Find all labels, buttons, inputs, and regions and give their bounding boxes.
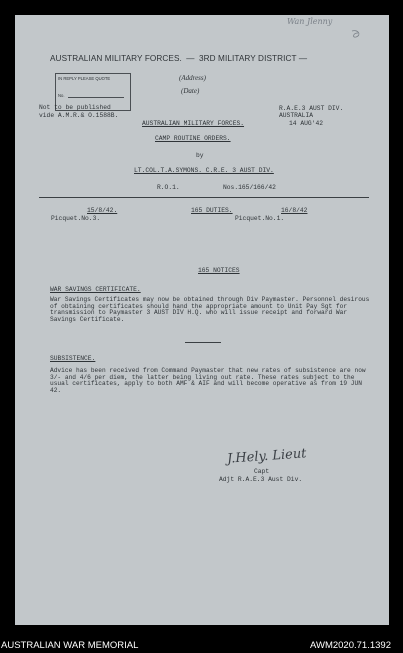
duties-right-picquet: Picquet.No.1. xyxy=(235,215,285,222)
pencil-mark-icon xyxy=(350,29,364,39)
letterhead-title: AUSTRALIAN MILITARY FORCES. xyxy=(50,54,182,63)
subsistence-body: Advice has been received from Command Paymaster that new rates of subsistence are now 3/- and 4/6 per diem, the latter being living out rate. These rates subject to the usual certificates, apply to both AMF & AIF and will become operative as from 19 JUN 42. xyxy=(50,367,366,394)
duties-left-date: 15/8/42. xyxy=(87,207,118,214)
reference-box-label: IN REPLY PLEASE QUOTE xyxy=(58,76,111,81)
unit-name: R.A.E.3 AUST DIV. xyxy=(279,105,344,112)
signature: J.Hely. Lieut xyxy=(226,446,307,467)
publication-note: Not to be published xyxy=(39,104,111,111)
duties-heading: 165 DUTIES. xyxy=(191,207,233,214)
short-divider xyxy=(185,342,221,343)
address-label: (Address) xyxy=(179,74,206,82)
duties-left-picquet: Picquet.No.3. xyxy=(51,215,101,222)
reference-box-no: No. xyxy=(58,93,65,98)
footer-institution: AUSTRALIAN WAR MEMORIAL xyxy=(1,640,139,651)
issuing-officer: LT.COL.T.A.SYMONS. C.R.E. 3 AUST DIV. xyxy=(134,167,274,174)
routine-order-number: R.O.1. xyxy=(157,184,180,191)
footer-accession-number: AWM2020.71.1392 xyxy=(310,640,391,651)
divider xyxy=(39,197,369,198)
letterhead-district: 3RD MILITARY DISTRICT xyxy=(198,54,297,63)
duties-right-date: 16/8/42 xyxy=(281,207,308,214)
war-savings-heading: WAR SAVINGS CERTIFICATE. xyxy=(50,286,141,293)
order-numbers: Nos.165/166/42 xyxy=(223,184,276,191)
notices-heading: 165 NOTICES xyxy=(198,267,240,274)
subsistence-heading: SUBSISTENCE. xyxy=(50,355,96,362)
by-label: by xyxy=(196,152,204,159)
date-label: (Date) xyxy=(181,87,200,95)
pencil-annotation: Wan Jlenny xyxy=(287,17,333,26)
unit-country: AUSTRALIA xyxy=(279,112,314,119)
signatory-rank: Capt xyxy=(254,468,270,475)
orders-title: AUSTRALIAN MILITARY FORCES. xyxy=(142,120,245,127)
document-page: Wan Jlenny AUSTRALIAN MILITARY FORCES. — 3RD MILITARY DISTRICT — IN REPLY PLEASE QUOTE No. (Address) (Date) Not to be published vide A.M.R.& O.1588B. R.A.E.3 AUST DIV. AUSTRALIA 14 AUG'42 AUSTRALIAN MILITARY FORCES. CAMP ROUTINE ORDERS. by LT.COL.T.A.SYMONS. C.R.E. 3 AUST DIV. R.O.1. Nos.165/166/42 15/8/42. Picquet.No.3. 165 DUTIES. 16/8/42 Picquet.No.1. 165 NOTICES WAR SAVINGS CERTIFICATE. War Savings Certificates may now be obtained through Div Paymaster. Personnel desirous of obtaining certificates should hand the appropriate amount to Unit Pay Sgt for transmission to Paymaster 3 AUST DIV H.Q. who will issue receipt and forward War Savings Certificate. SUBSISTENCE. Advice has been received from Command Paymaster that new rates of subsistence are now 3/- and 4/6 per diem, the latter being living out rate. These rates subject to the usual certificates, apply to both AMF & AIF and will become operative as from 19 JUN 42. J.Hely. Lieut Capt Adjt R.A.E.3 Aust Div. xyxy=(15,15,389,625)
signatory-title: Adjt R.A.E.3 Aust Div. xyxy=(219,476,303,483)
war-savings-body: War Savings Certificates may now be obtained through Div Paymaster. Personnel desirous of obtaining certificates should hand the appropriate amount to Unit Pay Sgt for transmission to Paymaster 3 AUST DIV H.Q. who will issue receipt and forward War Savings Certificate. xyxy=(50,296,370,323)
orders-subtitle: CAMP ROUTINE ORDERS. xyxy=(155,135,231,142)
publication-reference: vide A.M.R.& O.1588B. xyxy=(39,112,119,119)
order-date: 14 AUG'42 xyxy=(289,120,324,127)
